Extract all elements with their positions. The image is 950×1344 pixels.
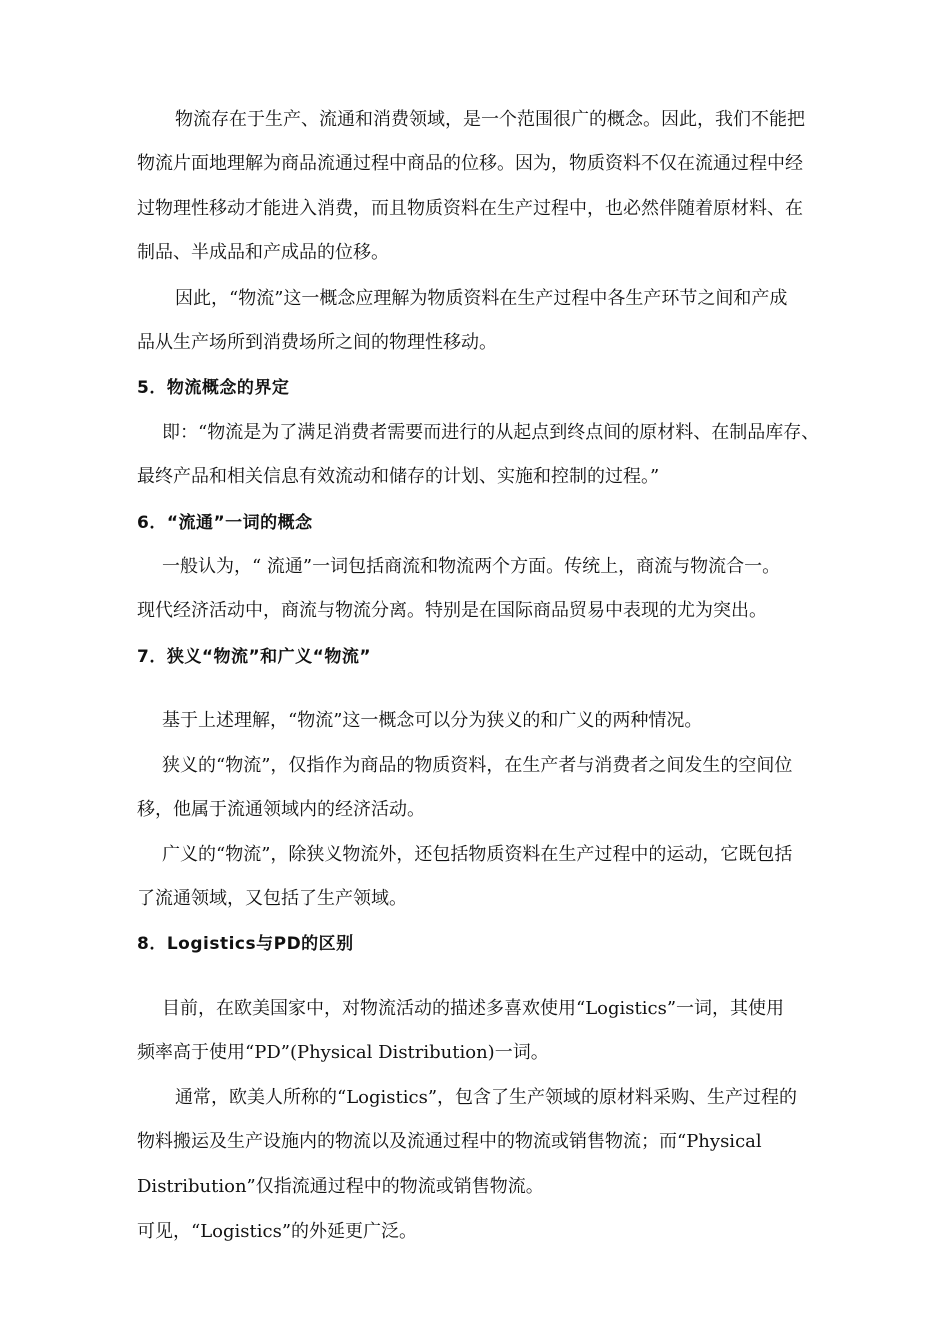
paragraph-line: 品从生产场所到消费场所之间的物理性移动。 xyxy=(137,332,497,353)
paragraph-line: 通常，欧美人所称的“Logistics”，包含了生产领域的原材料采购、生产过程的 xyxy=(175,1087,798,1108)
paragraph-line: 频率高于使用“PD”(Physical Distribution)一词。 xyxy=(137,1042,549,1063)
paragraph-line: 制品、半成品和产成品的位移。 xyxy=(137,242,389,263)
paragraph-line: 移，他属于流通领域内的经济活动。 xyxy=(137,799,425,820)
paragraph-line: 目前，在欧美国家中，对物流活动的描述多喜欢使用“Logistics”一词，其使用 xyxy=(162,998,785,1019)
paragraph-line: 最终产品和相关信息有效流动和储存的计划、实施和控制的过程。” xyxy=(137,466,660,487)
paragraph-line: 现代经济活动中，商流与物流分离。特别是在国际商品贸易中表现的尤为突出。 xyxy=(137,600,767,621)
section-heading: 6．“流通”一词的概念 xyxy=(137,513,313,533)
section-heading: 7．狭义“物流”和广义“物流” xyxy=(137,647,372,667)
section-heading: 5．物流概念的界定 xyxy=(137,378,290,398)
paragraph-line: 基于上述理解，“物流”这一概念可以分为狭义的和广义的两种情况。 xyxy=(162,710,703,731)
paragraph-line: 过物理性移动才能进入消费，而且物质资料在生产过程中，也必然伴随着原材料、在 xyxy=(137,198,803,219)
paragraph-line: 了流通领域，又包括了生产领域。 xyxy=(137,888,407,909)
paragraph-line: 狭义的“物流”，仅指作为商品的物质资料，在生产者与消费者之间发生的空间位 xyxy=(162,755,793,776)
paragraph-line: 因此，“物流”这一概念应理解为物质资料在生产过程中各生产环节之间和产成 xyxy=(175,288,788,309)
section-heading: 8．Logistics与PD的区别 xyxy=(137,934,354,954)
paragraph-line: 物流存在于生产、流通和消费领域，是一个范围很广的概念。因此，我们不能把 xyxy=(175,109,805,130)
paragraph-line: Distribution”仅指流通过程中的物流或销售物流。 xyxy=(137,1176,544,1197)
paragraph-line: 即：“物流是为了满足消费者需要而进行的从起点到终点间的原材料、在制品库存、 xyxy=(162,422,820,443)
paragraph-line: 广义的“物流”，除狭义物流外，还包括物质资料在生产过程中的运动，它既包括 xyxy=(162,844,793,865)
paragraph-line: 物料搬运及生产设施内的物流以及流通过程中的物流或销售物流；而“Physical xyxy=(137,1131,762,1152)
paragraph-line: 一般认为，“ 流通”一词包括商流和物流两个方面。传统上，商流与物流合一。 xyxy=(162,556,781,577)
paragraph-line: 可见，“Logistics”的外延更广泛。 xyxy=(137,1221,418,1242)
paragraph-line: 物流片面地理解为商品流通过程中商品的位移。因为，物质资料不仅在流通过程中经 xyxy=(137,153,803,174)
